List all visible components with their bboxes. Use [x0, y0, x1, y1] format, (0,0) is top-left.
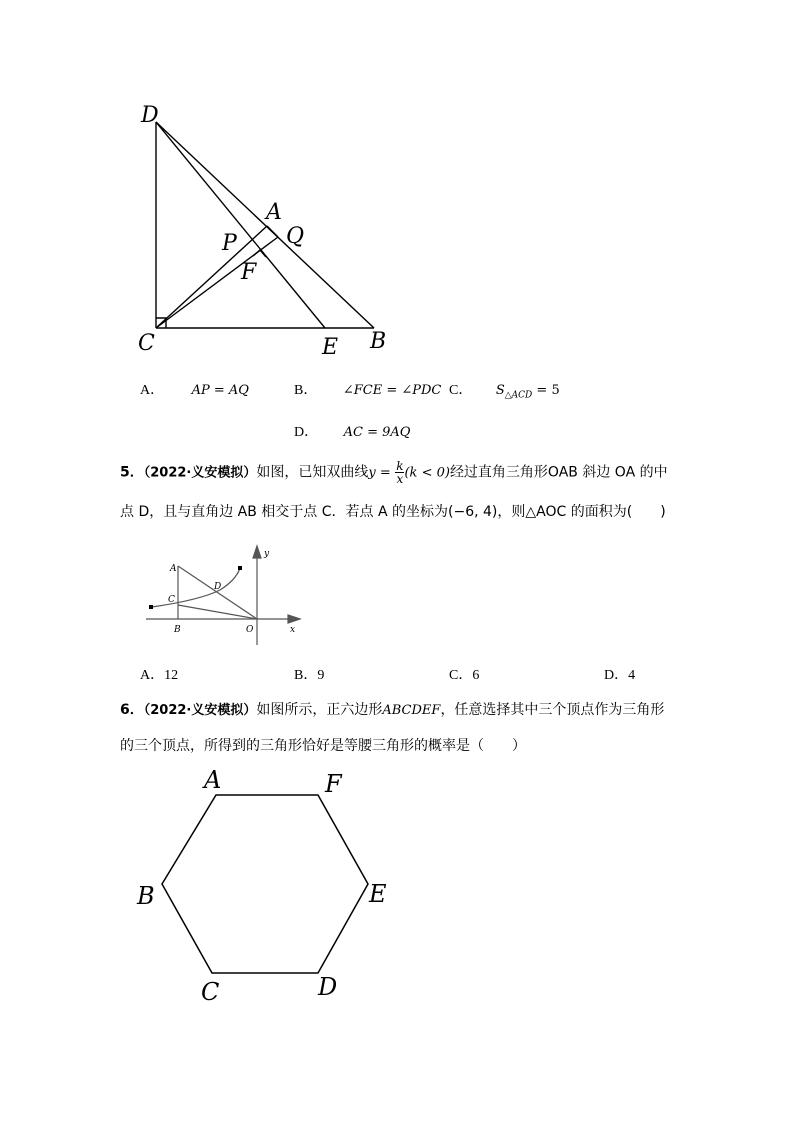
q5-option-c: C．6	[449, 668, 480, 683]
hex-label-E: E	[369, 880, 387, 908]
segment-AQ	[267, 226, 278, 237]
q4-option-b: B． ∠FCE = ∠PDC	[294, 383, 442, 398]
curve-endpoint-right	[238, 566, 242, 570]
label-Q: Q	[286, 224, 305, 249]
x-axis-arrow	[288, 615, 300, 623]
hex-label-D: D	[318, 973, 338, 1001]
regular-hexagon	[162, 795, 368, 973]
hex-label-C: C	[201, 978, 220, 1006]
label-B: B	[370, 329, 387, 354]
label-D: D	[141, 103, 159, 128]
coordinate-figure-hyperbola	[140, 540, 310, 648]
hex-label-B: B	[137, 882, 155, 910]
fraction-k-over-x: $\frac{k}{x}$	[396, 459, 404, 486]
hexagon-figure	[130, 760, 400, 1010]
hex-label-F: F	[325, 770, 342, 798]
segment-CO	[178, 605, 257, 619]
y-axis-arrow	[253, 546, 261, 558]
q4-option-a: A． AP = AQ	[140, 383, 249, 398]
q6-line2: 的三个顶点，所得到的三角形恰好是等腰三角形的概率是（ ）	[120, 738, 526, 754]
label-C: C	[138, 331, 155, 356]
curve-endpoint-left	[149, 605, 153, 609]
label-P: P	[222, 231, 237, 256]
fig-label-x: x	[290, 625, 296, 635]
q5-option-b: B．9	[294, 668, 325, 683]
q6-line1: 6．（2022·义安模拟）如图所示，正六边形ABCDEF，任意选择其中三个顶点作为三角形	[120, 702, 665, 718]
q5-line2: 点 D，且与直角边 AB 相交于点 C．若点 A 的坐标为(−6, 4)，则△AOC 的面积为( )	[120, 504, 666, 520]
segment-AO	[178, 566, 257, 619]
hyperbola-curve	[152, 568, 240, 607]
q5-option-d: D．4	[604, 668, 636, 683]
label-F: F	[241, 260, 257, 285]
q4-option-d: D． AC = 9AQ	[294, 425, 411, 440]
hex-label-A: A	[204, 766, 222, 794]
fig-label-C: C	[168, 595, 175, 605]
q4-option-c: C． $S_{\triangle ACD} = 5$	[449, 383, 560, 401]
fig-label-D: D	[214, 582, 222, 592]
fig-label-y: y	[264, 549, 270, 559]
q5-option-a: A．12	[140, 668, 179, 683]
geometry-figure-triangle	[130, 95, 410, 365]
fig-label-O: O	[246, 625, 254, 635]
fig-label-B: B	[174, 625, 181, 635]
label-E: E	[322, 335, 339, 360]
label-A: A	[266, 200, 282, 225]
fig-label-A: A	[170, 564, 177, 574]
q5-line1: 5．（2022·义安模拟）如图，已知双曲线y = $\frac{k}{x}$ (k < 0)经过直角三角形OAB 斜边 OA 的中	[120, 459, 668, 486]
